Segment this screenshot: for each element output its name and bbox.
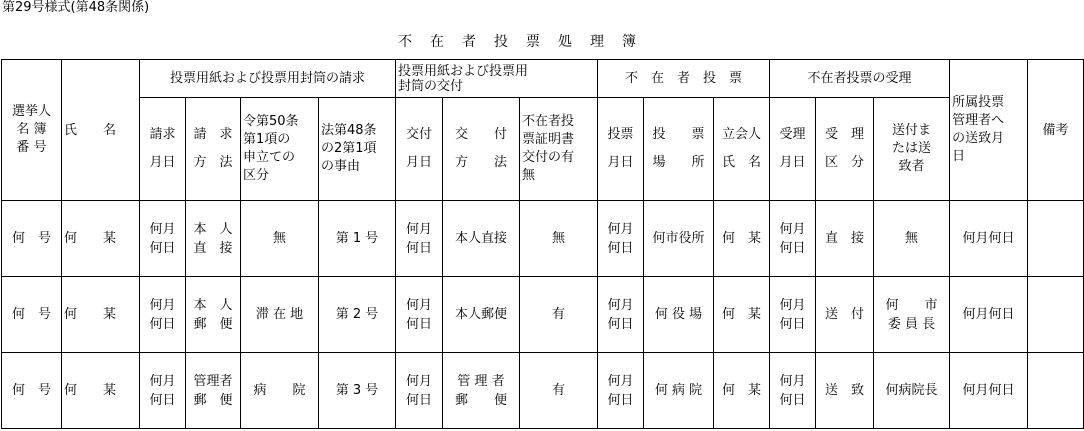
header-delivery-date: 交付 月日 [396, 98, 443, 201]
cell-witness: 何 某 [714, 353, 770, 429]
cell-art50: 無 [241, 201, 319, 277]
header-request-date: 請求 月日 [140, 98, 186, 201]
cell-request-date: 何月 何日 [140, 201, 186, 277]
cell-dispatch: 何月何日 [950, 201, 1028, 277]
cell-art48: 第 3 号 [319, 353, 396, 429]
cell-remarks [1028, 277, 1084, 353]
cell-certificate: 有 [520, 353, 598, 429]
cell-request-method: 本 人 直 接 [186, 201, 241, 277]
cell-receipt-type: 直 接 [816, 201, 874, 277]
cell-receipt-type: 送 致 [816, 353, 874, 429]
cell-receipt-date: 何月 何日 [770, 277, 816, 353]
header-vote-group: 不 在 者 投 票 [598, 60, 770, 98]
header-delivery-method: 交 付 方 法 [443, 98, 520, 201]
header-row-groups [2, 60, 1084, 98]
form-number: 第29号様式(第48条関係) [2, 0, 150, 15]
cell-receipt-date: 何月 何日 [770, 201, 816, 277]
cell-certificate: 有 [520, 277, 598, 353]
cell-vote-date: 何月 何日 [598, 353, 644, 429]
header-art48: 法第48条 の2第1項 の事由 [319, 98, 396, 201]
cell-voter-no: 何 号 [2, 277, 62, 353]
cell-art50: 病 院 [241, 353, 319, 429]
absentee-vote-register-table [1, 59, 1084, 429]
header-voter-no: 選挙人 名 簿 番 号 [2, 60, 62, 201]
page-title: 不在者投票処理簿 [398, 34, 654, 50]
table-row [2, 353, 1084, 429]
cell-delivery-method: 本人直接 [443, 201, 520, 277]
cell-sender: 何病院長 [874, 353, 950, 429]
cell-vote-place: 何 役 場 [644, 277, 714, 353]
cell-art50: 滞 在 地 [241, 277, 319, 353]
cell-vote-place: 何市役所 [644, 201, 714, 277]
cell-request-method: 管理者 郵 便 [186, 353, 241, 429]
header-delivery-group: 投票用紙および投票用 封筒の交付 [396, 60, 598, 98]
cell-vote-date: 何月 何日 [598, 277, 644, 353]
cell-voter-no: 何 号 [2, 353, 62, 429]
cell-name: 何 某 [62, 353, 140, 429]
cell-witness: 何 某 [714, 277, 770, 353]
cell-voter-no: 何 号 [2, 201, 62, 277]
cell-name: 何 某 [62, 277, 140, 353]
header-request-group: 投票用紙および投票用封筒の請求 [140, 60, 396, 98]
cell-delivery-date: 何月 何日 [396, 277, 443, 353]
header-row-columns [2, 98, 1084, 201]
cell-delivery-date: 何月 何日 [396, 201, 443, 277]
cell-request-date: 何月 何日 [140, 277, 186, 353]
cell-receipt-type: 送 付 [816, 277, 874, 353]
cell-request-method: 本 人 郵 便 [186, 277, 241, 353]
header-request-method: 請 求 方 法 [186, 98, 241, 201]
cell-dispatch: 何月何日 [950, 277, 1028, 353]
cell-delivery-date: 何月 何日 [396, 353, 443, 429]
cell-witness: 何 某 [714, 201, 770, 277]
header-certificate: 不在者投 票証明書 交付の有 無 [520, 98, 598, 201]
cell-vote-place: 何 病 院 [644, 353, 714, 429]
cell-vote-date: 何月 何日 [598, 201, 644, 277]
cell-art48: 第 1 号 [319, 201, 396, 277]
table-row [2, 201, 1084, 277]
header-receipt-date: 受理 月日 [770, 98, 816, 201]
header-vote-date: 投票 月日 [598, 98, 644, 201]
cell-remarks [1028, 201, 1084, 277]
cell-receipt-date: 何月 何日 [770, 353, 816, 429]
cell-delivery-method: 本人郵便 [443, 277, 520, 353]
header-vote-place: 投 票 場 所 [644, 98, 714, 201]
cell-certificate: 無 [520, 201, 598, 277]
header-witness: 立会人 氏 名 [714, 98, 770, 201]
cell-sender: 何 市 委 員 長 [874, 277, 950, 353]
cell-name: 何 某 [62, 201, 140, 277]
cell-request-date: 何月 何日 [140, 353, 186, 429]
cell-sender: 無 [874, 201, 950, 277]
header-dispatch: 所属投票 管理者へ の送致月 日 [950, 60, 1028, 201]
header-remarks: 備考 [1028, 60, 1084, 201]
cell-dispatch: 何月何日 [950, 353, 1028, 429]
header-receipt-type: 受 理 区 分 [816, 98, 874, 201]
header-sender: 送付ま たは送 致者 [874, 98, 950, 201]
cell-remarks [1028, 353, 1084, 429]
table-row [2, 277, 1084, 353]
cell-art48: 第 2 号 [319, 277, 396, 353]
header-art50: 令第50条 第1項の 申立ての 区分 [241, 98, 319, 201]
cell-delivery-method: 管 理 者 郵 便 [443, 353, 520, 429]
header-name: 氏 名 [62, 60, 140, 201]
header-receipt-group: 不在者投票の受理 [770, 60, 950, 98]
